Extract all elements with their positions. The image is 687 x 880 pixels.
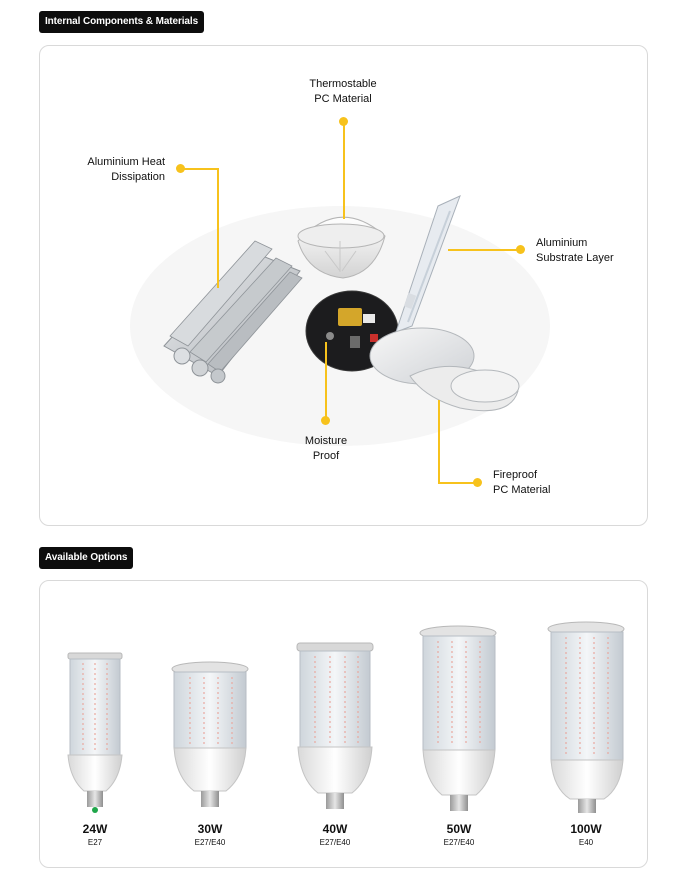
option-watt: 30W: [197, 822, 223, 836]
option-100w: [536, 822, 636, 849]
bulb-40w: [297, 643, 373, 809]
label-moisture-proof: Moisture Proof: [304, 435, 348, 462]
bulb-50w: [420, 626, 496, 811]
label-thermostable: Thermostable PC Material: [309, 78, 377, 105]
callout-dot-thermo: [339, 117, 348, 126]
option-40w: [285, 822, 385, 849]
section-tag-components: Internal Components & Materials: [39, 11, 204, 33]
callout-line-alu-heat-v: [217, 168, 219, 288]
section-tag-options: Available Options: [39, 547, 133, 569]
callout-dot-moisture: [321, 416, 330, 425]
option-base: E27/E40: [319, 838, 351, 847]
option-base: E27/E40: [194, 838, 226, 847]
label-aluminium-substrate: Aluminium Substrate Layer: [536, 237, 614, 264]
option-base: E27: [87, 838, 103, 847]
option-base: E27/E40: [443, 838, 475, 847]
label-aluminium-heat: Aluminium Heat Dissipation: [87, 156, 165, 183]
callout-line-moisture: [325, 342, 327, 420]
option-24w: [45, 822, 145, 849]
option-watt: 24W: [82, 822, 108, 836]
label-fireproof: Fireproof PC Material: [493, 469, 551, 496]
callout-dot-alu-sub: [516, 245, 525, 254]
callout-dot-fireproof: [473, 478, 482, 487]
callout-line-alu-sub: [448, 249, 520, 251]
bulb-100w: [548, 622, 624, 813]
bulb-24w: [68, 653, 122, 813]
option-30w: [160, 822, 260, 849]
option-watt: 100W: [570, 822, 602, 836]
callout-dot-alu-heat: [176, 164, 185, 173]
options-panel: [39, 580, 648, 868]
callout-line-fireproof-h: [438, 482, 478, 484]
option-watt: 40W: [322, 822, 348, 836]
option-watt: 50W: [446, 822, 472, 836]
components-panel: [39, 45, 648, 526]
callout-line-fireproof-v: [438, 400, 440, 483]
option-50w: [409, 822, 509, 849]
callout-line-thermo: [343, 122, 345, 219]
option-base: E40: [578, 838, 594, 847]
bulb-30w: [172, 662, 248, 807]
